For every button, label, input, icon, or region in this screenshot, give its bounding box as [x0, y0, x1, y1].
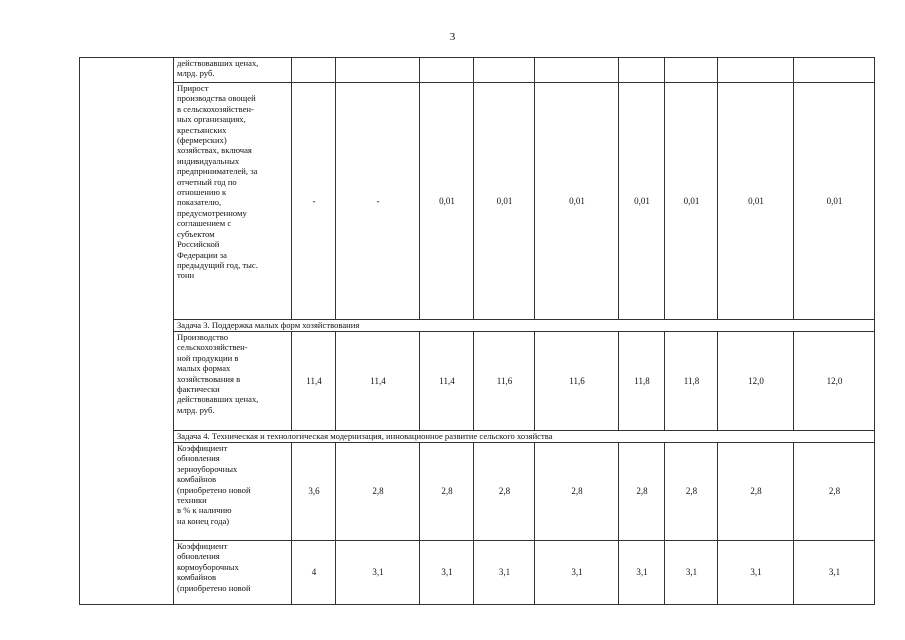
empty-left-cell [80, 332, 174, 431]
indicator-label [174, 58, 292, 83]
value-cell [474, 58, 535, 83]
task-text: Задача 4. Техническая и технологическая модернизация, инновационное развитие сельского хозяйства [177, 431, 553, 442]
indicators-table [79, 57, 875, 605]
value-cell [336, 58, 420, 83]
indicator-label [174, 83, 292, 320]
label-line: техники [177, 495, 207, 506]
label-line: соглашением с [177, 218, 232, 229]
value-cell: - [336, 83, 420, 320]
label-line: Российской [177, 239, 220, 250]
value-cell: 0,01 [794, 83, 875, 320]
value-cell: 0,01 [665, 83, 718, 320]
value-cell: 3,1 [474, 541, 535, 605]
label-line: фактически [177, 384, 220, 395]
value-cell: 0,01 [718, 83, 794, 320]
empty-left-cell [80, 320, 174, 332]
label-line: Прирост [177, 83, 209, 93]
label-line: ной продукции в [177, 352, 239, 363]
label-line: тонн [177, 270, 195, 281]
value-cell: 2,8 [718, 443, 794, 541]
label-line: млрд. руб. [177, 404, 215, 415]
label-line: обновления [177, 453, 220, 464]
task-text: Задача 3. Поддержка малых форм хозяйствования [177, 320, 360, 331]
label-line: зерноуборочных [177, 463, 238, 474]
label-line: Производство [177, 332, 229, 342]
label-line: показателю, [177, 197, 222, 208]
label-line: сельскохозяйствен- [177, 342, 248, 353]
value-cell: 11,6 [535, 332, 619, 431]
value-cell: 3,6 [292, 443, 336, 541]
table-row [80, 541, 875, 605]
value-cell: 11,4 [336, 332, 420, 431]
value-cell: 12,0 [794, 332, 875, 431]
value-cell: 3,1 [535, 541, 619, 605]
label-line: предыдущий год, тыс. [177, 259, 258, 270]
label-line: на конец года) [177, 515, 230, 526]
label-line: действовавших ценах, [177, 58, 259, 68]
value-cell: 11,4 [292, 332, 336, 431]
empty-left-cell [80, 431, 174, 443]
empty-left-cell [80, 83, 174, 320]
label-line: Коэффициент [177, 541, 228, 551]
label-line: комбайнов [177, 572, 217, 583]
value-cell: 2,8 [420, 443, 474, 541]
label-line: индивидуальных [177, 155, 240, 166]
label-line: производства овощей [177, 93, 256, 104]
page-number: 3 [449, 31, 456, 43]
label-line: отношению к [177, 187, 227, 198]
label-line: субъектом [177, 228, 215, 239]
value-cell: 0,01 [535, 83, 619, 320]
label-line: (фермерских) [177, 135, 227, 146]
value-cell: - [292, 83, 336, 320]
label-line: в % к наличию [177, 505, 232, 516]
value-cell: 3,1 [718, 541, 794, 605]
empty-left-cell [80, 58, 174, 83]
value-cell: 3,1 [794, 541, 875, 605]
value-cell: 3,1 [336, 541, 420, 605]
value-cell: 11,4 [420, 332, 474, 431]
task-title [174, 431, 875, 443]
value-cell [535, 58, 619, 83]
label-line: предпринимателей, за [177, 166, 258, 177]
table-row [80, 332, 875, 431]
label-line: отчетный год по [177, 176, 237, 187]
label-line: хозяйствования в [177, 373, 241, 384]
table-row [80, 443, 875, 541]
value-cell [718, 58, 794, 83]
value-cell: 0,01 [619, 83, 665, 320]
value-cell: 2,8 [794, 443, 875, 541]
value-cell: 2,8 [665, 443, 718, 541]
label-line: кормоуборочных [177, 561, 239, 572]
empty-left-cell [80, 541, 174, 605]
value-cell [794, 58, 875, 83]
label-line: комбайнов [177, 474, 217, 485]
table-row [80, 83, 875, 320]
task-header-row [80, 320, 875, 332]
label-line: крестьянских [177, 124, 227, 135]
label-line: обновления [177, 551, 220, 562]
label-line: хозяйствах, включая [177, 145, 252, 156]
empty-left-cell [80, 443, 174, 541]
value-cell: 11,8 [665, 332, 718, 431]
value-cell: 3,1 [665, 541, 718, 605]
label-line: Коэффициент [177, 443, 228, 453]
value-cell: 2,8 [619, 443, 665, 541]
value-cell: 2,8 [336, 443, 420, 541]
label-line: в сельскохозяйствен- [177, 103, 254, 114]
label-line: ных организациях, [177, 114, 246, 125]
task-header-row [80, 431, 875, 443]
label-line: действовавших ценах, [177, 394, 259, 405]
indicator-label [174, 443, 292, 541]
value-cell: 4 [292, 541, 336, 605]
value-cell: 2,8 [474, 443, 535, 541]
label-line: предусмотренному [177, 207, 247, 218]
indicator-label [174, 332, 292, 431]
value-cell [665, 58, 718, 83]
value-cell: 2,8 [535, 443, 619, 541]
value-cell: 11,8 [619, 332, 665, 431]
value-cell: 0,01 [474, 83, 535, 320]
value-cell: 0,01 [420, 83, 474, 320]
label-line: млрд. руб. [177, 68, 215, 79]
value-cell [292, 58, 336, 83]
indicator-label [174, 541, 292, 605]
value-cell: 3,1 [619, 541, 665, 605]
label-line: (приобретено новой [177, 484, 251, 495]
value-cell [420, 58, 474, 83]
task-title [174, 320, 875, 332]
value-cell: 11,6 [474, 332, 535, 431]
label-line: малых формах [177, 363, 231, 374]
label-line: Федерации за [177, 249, 227, 260]
value-cell: 3,1 [420, 541, 474, 605]
table-row [80, 58, 875, 83]
value-cell: 12,0 [718, 332, 794, 431]
label-line: (приобретено новой [177, 582, 251, 593]
value-cell [619, 58, 665, 83]
